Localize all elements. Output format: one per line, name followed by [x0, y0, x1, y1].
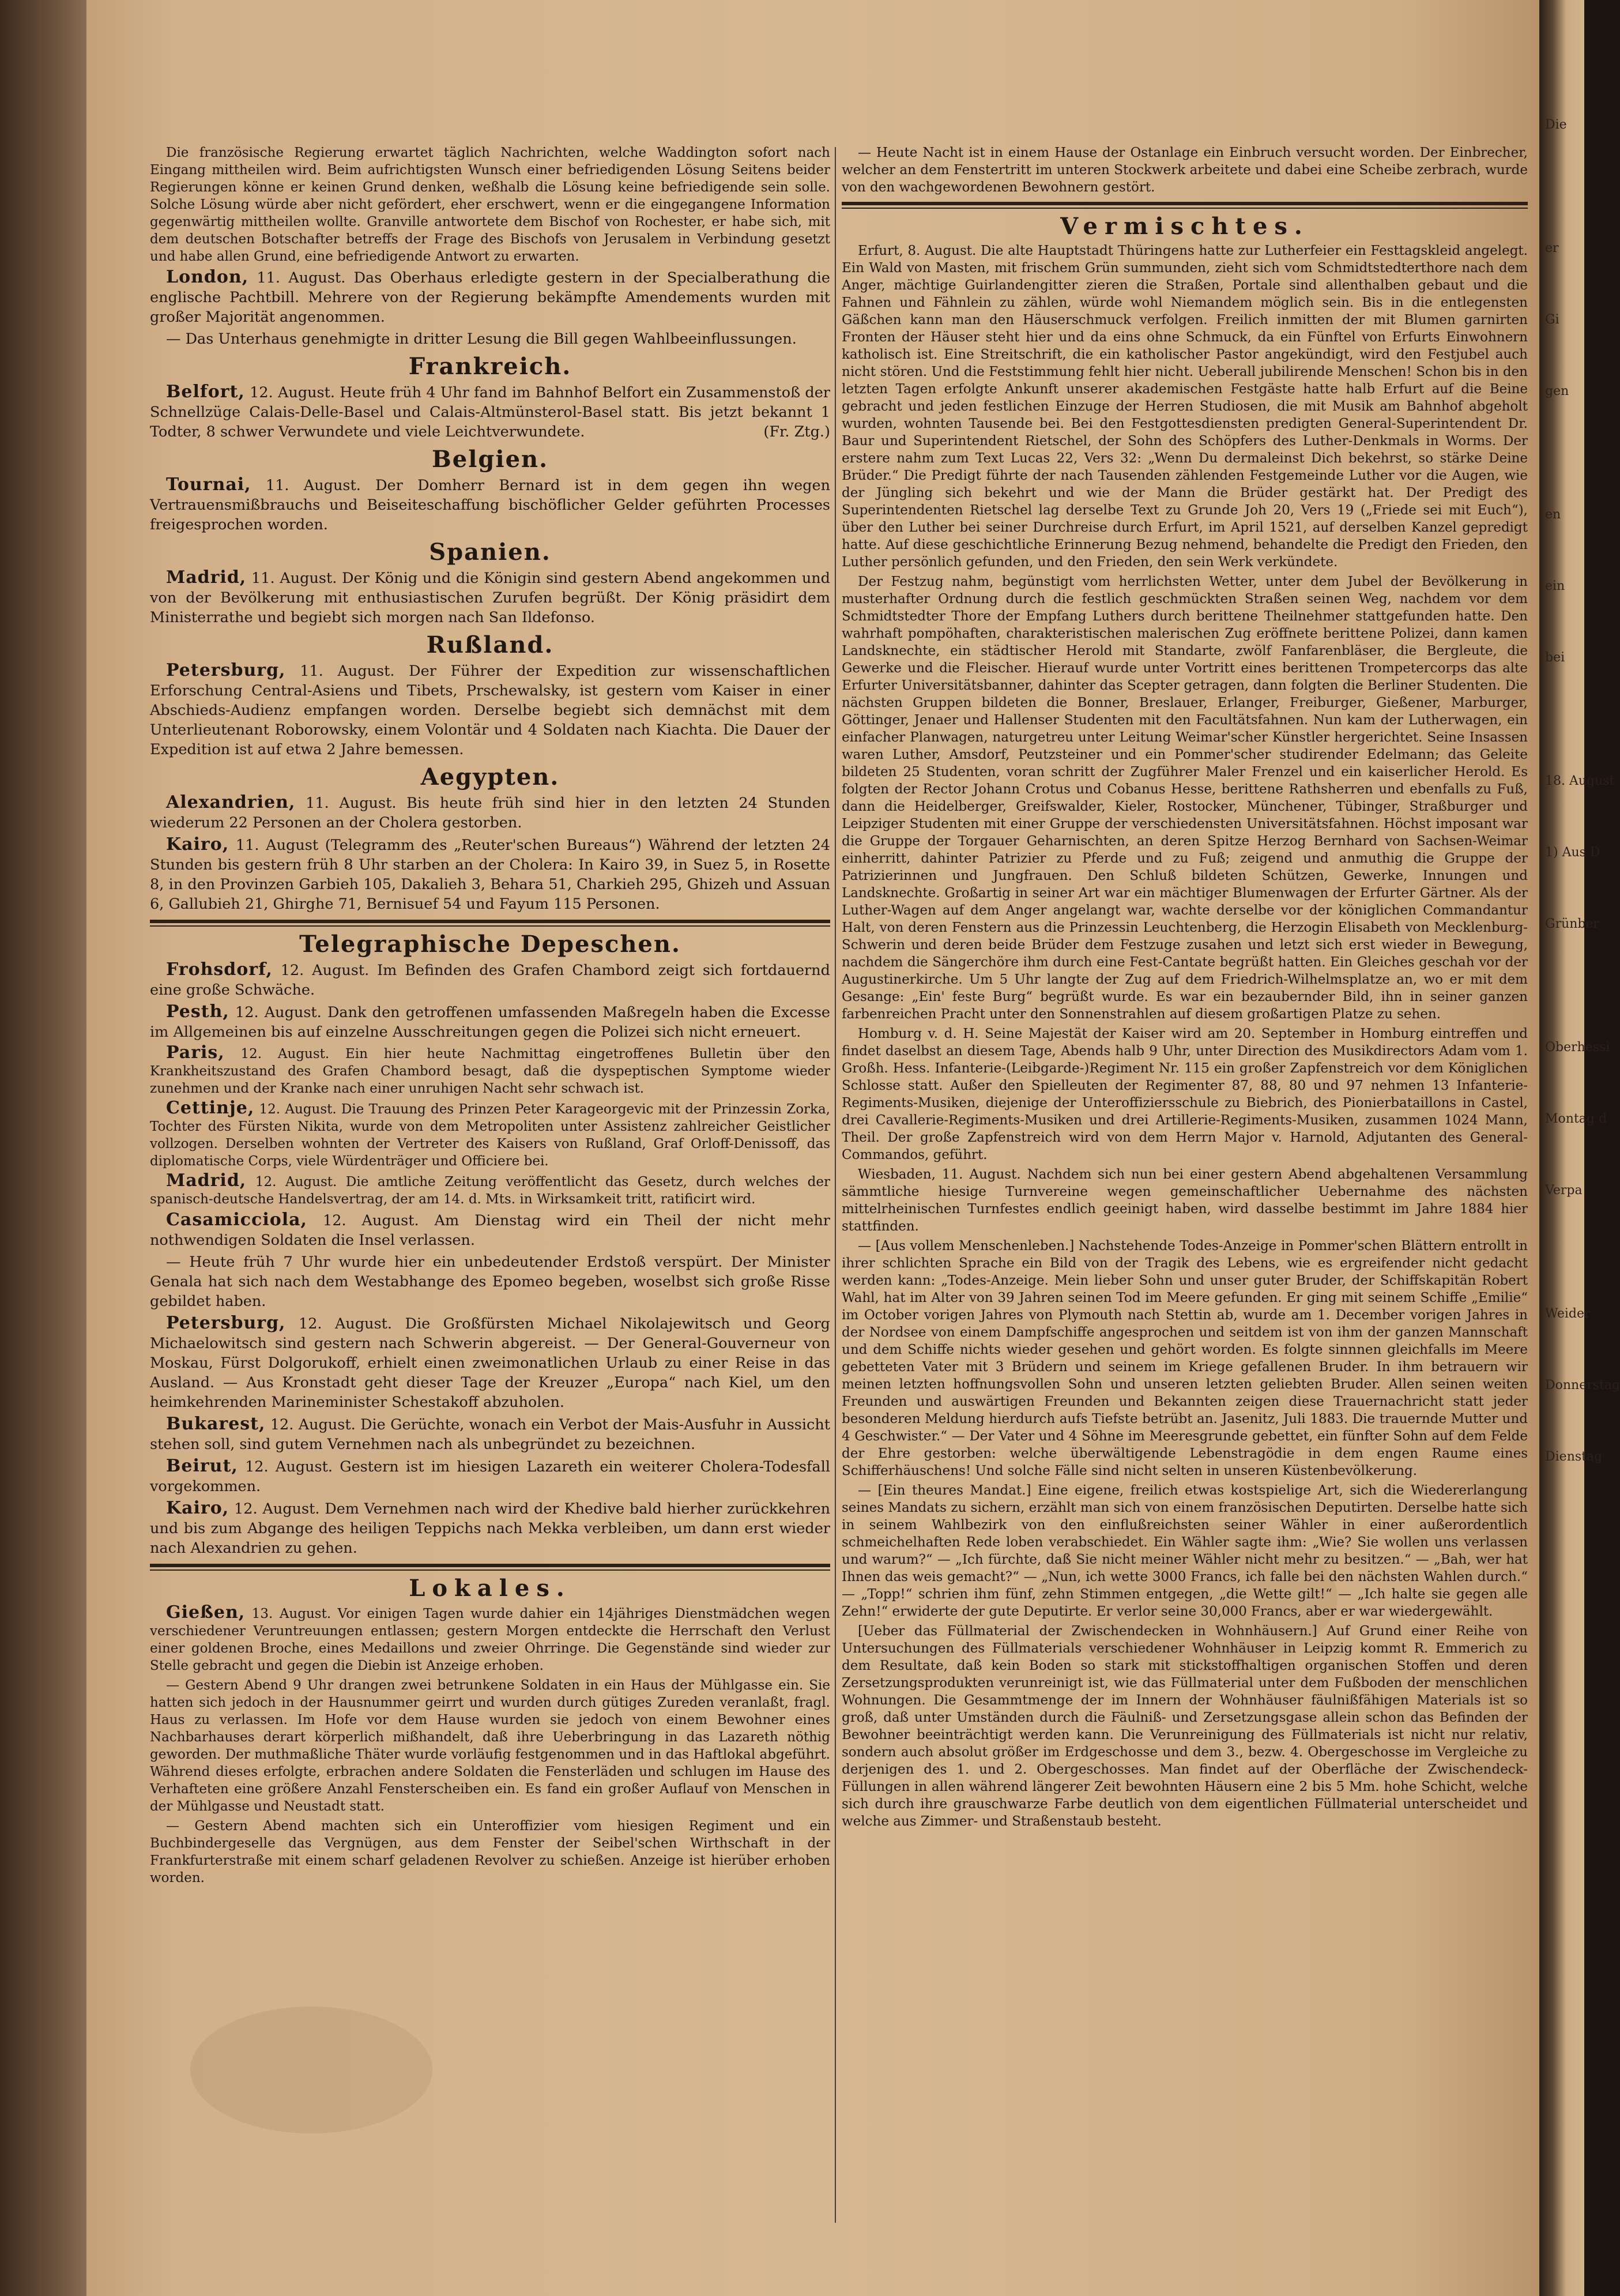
article-paragraph	[150, 1456, 830, 1496]
article-paragraph	[150, 475, 830, 535]
article-paragraph	[150, 1817, 830, 1887]
article-paragraph	[150, 661, 830, 759]
dateline: London,	[166, 267, 249, 287]
dateline: Bukarest,	[166, 1414, 266, 1434]
article-paragraph: Wiesbaden, 11. August. Nachdem sich nun bei einer gestern Abend abgehaltenen Versammlung sämmtliche hiesige Turnvereine wegen gemeinschaftlicher Uebernahme des nächsten mittelrheinischen Turnfestes endlich geeinigt haben, wird dasselbe bestimmt im Jahre 1884 hier stattfinden.	[842, 1167, 1528, 1234]
article-paragraph	[150, 1100, 830, 1170]
article-paragraph	[150, 1499, 830, 1558]
dateline: Pesth,	[166, 1002, 229, 1022]
article-text: 12. August. Gestern ist im hiesigen Lazareth ein weiterer Cholera-Todesfall vorgekommen.	[150, 1458, 831, 1495]
article-text: 12. August. Dank den getroffenen umfassenden Maßregeln haben die Excesse im Allgemeinen bis auf einzelne Ausschreitungen gegen die Polizei sich nicht erneuert.	[150, 1004, 830, 1041]
article-text: 12. August. Die Großfürsten Michael Nikolajewitsch und Georg Michaelowitsch sind gestern nach Schwerin abgereist. — Der General-Gouverneur von Moskau, Fürst Dolgorukoff, erhielt einen zweimonatlichen Urlaub zu einer Reise in das Ausland. — Aus Kronstadt geht dieser Tage der Kreuzer „Europa“ nach Kiel, um den heimkehrenden Marineminister Schestakoff abzuholen.	[150, 1315, 830, 1411]
article-text: 12. August. Am Dienstag wird ein Theil der nicht mehr nothwendigen Soldaten die Insel verlassen.	[150, 1212, 830, 1249]
dateline: Tournai,	[166, 475, 251, 495]
dateline: Madrid,	[166, 567, 247, 588]
adjacent-page-edge	[1545, 115, 1620, 2249]
article-paragraph	[150, 568, 830, 627]
section-rule	[842, 202, 1528, 205]
column-rule	[835, 147, 836, 2223]
article-text: 12. August. Im Befinden des Grafen Chambord zeigt sich fortdauernd eine große Schwäche.	[150, 962, 830, 999]
edge-fragment: Verpa	[1545, 1183, 1583, 1198]
article-text: 12. August. Dem Vernehmen nach wird der Khedive bald hierher zurückkehren und bis zum Abgange des heiligen Teppichs nach Mekka verbleiben, um dann erst wieder nach Alexandrien zu gehen.	[150, 1500, 831, 1557]
article-text: 11. August. Der Führer der Expedition zur wissenschaftlichen Erforschung Central-Asiens und Tibets, Prschewalsky, ist gestern vom Kaiser in einer Abschieds-Audienz empfangen worden. Derselbe begiebt sich demnächst mit dem Unterlieutenant Roborowsky, einem Volontär und 4 Soldaten nach Kiachta. Die Dauer der Expedition ist auf etwa 2 Jahre bemessen.	[150, 663, 830, 758]
section-rule	[842, 208, 1528, 209]
section-rule	[150, 1564, 830, 1567]
article-text: 12. August. Die Gerüchte, wonach ein Verbot der Mais-Ausfuhr in Aussicht stehen soll, sind gutem Vernehmen nach als unbegründet zu bezeichnen.	[150, 1416, 830, 1453]
section-heading: Spanien.	[429, 539, 551, 566]
edge-fragment: gen	[1545, 384, 1569, 398]
source-note: (Fr. Ztg.)	[763, 423, 830, 441]
article-paragraph	[150, 268, 830, 327]
dateline: Frohsdorf,	[166, 959, 273, 980]
edge-fragment: Dienstag	[1545, 1450, 1603, 1464]
edge-fragment: en	[1545, 507, 1561, 522]
section-rule	[150, 925, 830, 927]
article-paragraph	[150, 1677, 830, 1815]
article-text: 12. August. Die Trauung des Prinzen Peter Karageorgevic mit der Prinzessin Zorka, Tochter des Fürsten Nikita, wurde von dem Metropoliten unter Assistenz zahlreicher Geistlicher vollzogen. Derselben wohnten der Vertreter des Kaisers von Rußland, Graf Orloff-Denissoff, das diplomatische Corps, viele Würdenträger und Officiere bei.	[150, 1102, 830, 1169]
article-paragraph: — [Aus vollem Menschenleben.] Nachstehende Todes-Anzeige in Pommer'schen Blättern entrollt in ihrer schlichten Sprache ein Bild von der Tragik des Lebens, wie es ergreifender nicht gedacht werden kann: „Todes-Anzeige. Mein lieber Sohn und unser guter Bruder, der Schiffskapitän Robert Wahl, hat im Alter von 39 Jahren seinen Tod im Meere gefunden. Er ging mit seinem Schiffe „Emilie“ im October vorigen Jahres von Plymouth nach Stettin ab, wurde am 1. December vorigen Jahres in der Nordsee von einem Dampfschiffe angesprochen und seitdem ist von ihm der ganzen Mannschaft und dem Schiffe nichts wieder gesehen und gehört worden. Es folgte sinnnen gleichfalls im Meere gebetteten Vater mit 3 Brüdern und seinem im Kriege gefallenen Bruder. In ihm betrauern wir meinen letzten hoffnungsvollen Sohn und unseren letzten geliebten Bruder. Allen seinen weiten Freunden und auswärtigen Freunden und Bekannten zeigen diese Trauernachricht statt jeder besonderen Meldung hierdurch aufs Tiefste betrübt an. Jasenitz, Juli 1883. Die trauernde Mutter und 4 Geschwister.“ — Der Vater und 4 Söhne im Meeresgrunde gebettet, ein fünfter Sohn auf dem Felde der Ehre gestorben: welche überwältigende Lebenstragödie in dem engen Raume eines Schifferhäuschens! Und solche Fälle sind nicht selten in unseren Küstenbevölkerung.	[842, 1239, 1528, 1478]
book-binding-left	[0, 0, 86, 2296]
edge-fragment: Montag d	[1545, 1112, 1607, 1126]
article-paragraph	[150, 1414, 830, 1454]
article-text: 11. August. Der Domherr Bernard ist in dem gegen ihn wegen Vertrauensmißbrauchs und Beiseiteschaffung bischöflicher Gelder geführten Processes freigesprochen worden.	[150, 477, 830, 533]
article-paragraph	[150, 1172, 830, 1208]
article-text: 12. August. Die amtliche Zeitung veröffentlicht das Gesetz, durch welches der spanisch-deutsche Handelsvertrag, der am 14. d. Mts. in Wirksamkeit tritt, ratificirt wird.	[150, 1175, 831, 1207]
edge-fragment: Weider	[1545, 1307, 1591, 1321]
article-paragraph	[150, 329, 830, 349]
section-heading: Lokales.	[409, 1575, 571, 1602]
section-heading: Telegraphische Depeschen.	[299, 931, 681, 958]
paper-stain	[190, 2007, 432, 2133]
dateline: Madrid,	[166, 1170, 247, 1191]
section-heading: Belgien.	[431, 446, 549, 473]
dateline: Beirut,	[166, 1456, 238, 1476]
article-paragraph: Die französische Regierung erwartet täglich Nachrichten, welche Waddington sofort nach Eingang mittheilen wird. Beim aufrichtigsten Wunsch einer befriedigenden Lösung Seitens beider Regierungen könne er keinen Grund denken, weßhalb die Lösung keine befriedigende sein solle. Solche Lösung würde aber nicht gefördert, eher erschwert, wenn er die eingegangene Information gegenwärtig mittheilen wollte. Granville antwortete dem Bischof von Rochester, er habe sich, mit dem deutschen Botschafter betreffs der Frage des Bischofs von Jerusalem in Verbindung gesetzt und habe allen Grund, eine befriedigende Antwort zu erwarten.	[150, 145, 830, 264]
edge-fragment: Gi	[1545, 313, 1559, 327]
article-paragraph: Erfurt, 8. August. Die alte Hauptstadt Thüringens hatte zur Lutherfeier ein Festtagskleid angelegt. Ein Wald von Masten, mit frischem Grün summunden, zieht sich vom Schmidtstedterthore nach dem Anger, mächtige Guirlandengitter zieren die Straßen, Portale sind allenthalben gebaut und die Fahnen und Fähnlein zu zählen, würde wohl Niemandem möglich sein. Bis in die entlegensten Gäßchen kann man den Häuserschmuck verfolgen. Freilich inmitten der mit Blumen garnirten Fronten der Häuser steht hier und da eins ohne Schmuck, da ein Fünftel von Erfurts Einwohnern katholisch ist. Eine Streitschrift, die ein katholischer Pastor angekündigt, wird den Festjubel auch nicht stören. Und die Feststimmung fehlt hier nicht. Ueberall jubilirende Menschen! Schon bis in den letzten Tagen erfolgte Ankunft unserer akademischen Festgäste hatte halb Erfurt auf die Beine gebracht und jeden festlichen Einzuge der Herren Studiosen, die mit Musik am Bahnhof abgeholt wurden, wohnten Tausende bei. Bei den Festgottesdiensten predigten General-Superintendent Dr. Baur und Superintendent Rietschel, der Sohn des Schöpfers des Luther-Denkmals in Worms. Der erstere nahm zum Text Lucas 22, Vers 32: „Wenn Du dermaleinst Dich bekehrst, so stärke Deine Brüder.“ Die Predigt führte der nach Tausenden zählenden Festgemeinde Luther vor die Augen, wie der Jüngling sich bekehrt und wie der Mann die Brüder gestärkt hat. Der Predigt des Superintendenten Rietschel lag derselbe Text zu Grunde Joh 20, Vers 19 („Friede sei mit Euch“), über den Luther bei seiner Durchreise durch Erfurt, im April 1521, auf derselben Kanzel gepredigt hatte. Auf diese geschichtliche Erinnerung Bezug nehmend, behandelte die Predigt den Frieden, den Luther persönlich gefunden, und den Frieden, den sein Werk verkündete.	[842, 243, 1528, 570]
article-paragraph: [Ueber das Füllmaterial der Zwischendecken in Wohnhäusern.] Auf Grund einer Reihe von Untersuchungen des Füllmaterials verschiedener Wohnhäuser in Leipzig kommt R. Emmerich zu dem Resultate, daß kein Boden so stark mit stickstoffhaltigen organischen Stoffen und deren Zersetzungsprodukten verunreinigt ist, wie das Füllmaterial unter dem Fußboden der menschlichen Wohnungen. Die Gesammtmenge der im Innern der Wohnhäuser fäulnißfähigen Materials ist so groß, daß unter Umständen durch die Fäulniß- und Zersetzungsgase allein schon das Befinden der Bewohner beeinträchtigt werden kann. Die Verunreinigung des Füllmaterials ist nicht nur relativ, sondern auch absolut größer im Erdgeschosse und dem 3., bezw. 4. Obergeschosse im Vergleiche zu derjenigen des 1. und 2. Obergeschosses. Man findet auf der Oberfläche der Zwischendeck-Füllungen in allen während längerer Zeit bewohnten Häusern eine 2 bis 5 Mm. hohe Schicht, welche sich durch ihre grauschwarze Farbe deutlich von dem eigentlichen Füllmaterial unterscheidet und welche aus Zimmer- und Straßenstaub besteht.	[842, 1624, 1528, 1829]
article-paragraph	[150, 1044, 830, 1097]
dateline: Kairo,	[166, 1498, 229, 1518]
article-paragraph	[150, 1210, 830, 1250]
article-paragraph: Homburg v. d. H. Seine Majestät der Kaiser wird am 20. September in Homburg eintreffen und findet daselbst an diesem Tage, Abends halb 9 Uhr, unter Direction des Musikdirectors Adam vom 1. Großh. Hess. Infanterie-(Leibgarde-)Regiment Nr. 115 ein großer Zapfenstreich vor dem Königlichen Schlosse statt. Außer den Spielleuten der Regimenter 87, 88, 80 und 97 nehmen 13 Infanterie-Regiments-Musiken, diejenige der Unteroffiziersschule zu Biebrich, des Pionierbataillons in Castel, drei Cavallerie-Regiments-Musiken und drei Artillerie-Regiments-Musiken, zusammen 1024 Mann, Theil. Der große Zapfenstreich wird von dem Herrn Major v. Harnold, Adjutanten des General-Commandos, geführt.	[842, 1026, 1528, 1162]
article-text: 13. August. Vor einigen Tagen wurde dahier ein 14jähriges Dienstmädchen wegen verschiedener Veruntreuungen entlassen; gestern Morgen entdeckte die Herrschaft den Verlust einer goldenen Broche, eines Medaillons und zweier Ohrringe. Die Gegenstände sind wieder zur Stelle gebracht und gegen die Diebin ist Anzeige erhoben.	[150, 1606, 830, 1673]
edge-fragment: 18. August	[1545, 774, 1615, 788]
article-text: — Gestern Abend 9 Uhr drangen zwei betrunkene Soldaten in ein Haus der Mühlgasse ein. Sie hatten sich jedoch in der Hausnummer geirrt und wurden durch gütiges Zureden veranlaßt, fragl. Haus zu verlassen. Im Hofe vor dem Hause wurden sie jedoch von einem Bewohner eines Nachbarhauses derart körperlich mißhandelt, daß ihre Ueberbringung in das Lazareth nöthig geworden. Der muthmaßliche Thäter wurde vorläufig festgenommen und in das Haftlokal abgeführt. Während dieses erfolgte, erbrachen andere Soldaten die Fensterläden und schlugen im Hause des Verhafteten eine größere Anzahl Fensterscheiben ein. Es fand ein großer Auflauf von Menschen in der Mühlgasse und Neustadt statt.	[150, 1678, 830, 1814]
dateline: Petersburg,	[166, 660, 286, 680]
dateline: Casamicciola,	[166, 1210, 308, 1230]
edge-fragment: er	[1545, 241, 1559, 255]
edge-fragment: 1) Aus D	[1545, 845, 1600, 860]
dateline: Kairo,	[166, 834, 229, 855]
article-paragraph	[150, 1252, 830, 1311]
section-heading: Aegypten.	[420, 763, 560, 791]
right-column	[842, 144, 1528, 1832]
article-paragraph	[150, 1002, 830, 1042]
article-paragraph: Der Festzug nahm, begünstigt vom herrlichsten Wetter, unter dem Jubel der Bevölkerung in musterhafter Ordnung durch die festlich geschmückten Straßen seinen Weg, nachdem vor dem Schmidtstedter Thore der Empfang Luthers durch berittene Theilnehmer stattgefunden hatte. Den wahrhaft pompöhaften, charakteristischen malerischen Zug eröffnete berittene Polizei, dann kamen Landsknechte, ein städtischer Herold mit Standarte, zwölf Fanfarenbläser, die Bergleute, die Gewerke und die Fleischer. Hierauf wurde unter Vortritt eines berittenen Trompetercorps das alte Erfurter Universitätsbanner, dahinter das Scepter getragen, dann folgten die Berliner Studenten. Die nächsten Gruppen bildeten die Bonner, Breslauer, Erlanger, Freiburger, Gießener, Marburger, Göttinger, Jenaer und Hallenser Studenten mit den Facultätsfahnen. Nun kam der Lutherwagen, ein einfacher Planwagen, naturgetreu unter Leitung Weimar'scher Künstler hergerichtet. Seine Insassen waren Luther, Amsdorf, Peutzsteiner und ein Pommer'scher studirender Edelmann; das Geleite bildeten 25 Studenten, voran schritt der Zugführer Maler Frenzel und ein kaiserlicher Herold. Es folgten der Rector Johann Crotus und Cobanus Hesse, berittene Rathsherren und ebenfalls zu Fuß, dann die Heidelberger, Greifswalder, Kieler, Rostocker, Münchener, Tübinger, Straßburger und Leipziger Studenten mit einer Gruppe der verschiedensten Universitätsfahnen. Höchst imposant war die Gruppe der Torgauer Geharnischten, an deren Spitze Herzog Bernhard von Sachsen-Weimar einherritt, dahinter Patrizier zu Pferde und zu Fuß; zeigend und anmuthig die Gruppe der Patrizierinnen und Jungfrauen. Den Schluß bildeten Schützen, Gewerke, Innungen und Landsknechte. Großartig in seiner Art war ein mächtiger Blumenwagen der Erfurter Gärtner. Als der Luther-Wagen auf dem Anger angelangt war, wachte derselbe vor der königlichen Commandantur Halt, von deren Fenstern aus die Prinzessin Leuchtenberg, die Herzogin Elisabeth von Mecklenburg-Schwerin und deren beide Brüder dem Festzuge zusahen und letzt sich erst wieder in Bewegung, nachdem die Sängerchöre ihm durch eine Fest-Cantate begrüßt hatten. Ein Gleiches geschah vor der Augustinerkirche. Um 5 Uhr langte der Zug auf dem Friedrich-Wilhelmsplatze an, wo er mit dem Gesange: „Ein' feste Burg“ begrüßt wurde. Es war ein bezaubernder Bild, ihn in seiner ganzen farbenreichen Pracht unter den Sonnenstrahlen auf diesem großartigen Platze zu sehen.	[842, 574, 1528, 1022]
article-text: 11. August. Bis heute früh sind hier in den letzten 24 Stunden wiederum 22 Personen an der Cholera gestorben.	[150, 795, 831, 831]
dateline: Petersburg,	[166, 1313, 286, 1333]
section-rule	[150, 1569, 830, 1571]
article-paragraph: — [Ein theures Mandat.] Eine eigene, freilich etwas kostspielige Art, sich die Wiedererlangung seines Mandats zu sichern, erzählt man sich von einem französischen Deputirten. Derselbe hatte sich in seinem Wahlbezirk von den einflußreichsten seiner Wähler in einer außerordentlich schmeichelhaften Rede loben verabschiedet. Ein Wähler sagte ihm: „Wie? Sie wollen uns verlassen und warum?“ — „Ich fürchte, daß Sie nicht meiner Wähler nicht mehr zu besitzen.“ — „Bah, wer hat Ihnen das weis gemacht?“ — „Nun, ich wette 3000 Francs, ich falle bei den nächsten Wahlen durch.“ — „Topp!“ schrien ihm fünf, zehn Stimmen entgegen, „die Wette gilt!“ — „Ich halte sie gegen alle Zehn!“ erwiderte der gute Deputirte. Er verlor seine 30,000 Francs, aber er war wiedergewählt.	[842, 1483, 1528, 1619]
article-text: 12. August. Heute früh 4 Uhr fand im Bahnhof Belfort ein Zusammenstoß der Schnellzüge Calais-Delle-Basel und Calais-Altmünsterol-Basel statt. Bis jetzt bekannt 1 Todter, 8 schwer Verwundete und viele Leichtverwundete.	[150, 384, 830, 441]
article-paragraph	[150, 1604, 830, 1674]
article-paragraph	[150, 960, 830, 1000]
section-heading: Frankreich.	[408, 353, 572, 380]
edge-fragment: Oberhessi	[1545, 1040, 1610, 1055]
edge-fragment: Die	[1545, 118, 1567, 132]
article-text: 11. August (Telegramm des „Reuter'schen Bureaus“) Während der letzten 24 Stunden bis gestern früh 8 Uhr starben an der Cholera: In Kairo 39, in Suez 5, in Rosette 8, in den Provinzen Garbieh 105, Dakalieh 3, Behara 51, Charkieh 295, Ghizeh und Assuan 6, Gallubieh 21, Ghirghe 71, Bernisuef 54 und Fayum 115 Personen.	[150, 837, 830, 913]
article-text: — Gestern Abend machten sich ein Unteroffizier vom hiesigen Regiment und ein Buchbindergeselle das Vergnügen, aus dem Fenster der Seibel'schen Wirthschaft in der Frankfurterstraße mit einem scharf geladenen Revolver zu schießen. Anzeige ist hierüber erhoben worden.	[150, 1819, 830, 1885]
left-column	[150, 144, 830, 1889]
edge-fragment: ein	[1545, 579, 1565, 593]
section-heading: Vermischtes.	[1060, 213, 1309, 240]
dateline: Cettinje,	[166, 1098, 255, 1118]
section-rule	[150, 920, 830, 923]
dateline: Belfort,	[166, 382, 245, 402]
edge-fragment: Donnerstag	[1545, 1378, 1620, 1392]
dateline: Gießen,	[166, 1602, 246, 1623]
article-text: — Das Unterhaus genehmigte in dritter Lesung die Bill gegen Wahlbeeinflussungen.	[166, 330, 797, 348]
article-text: — Heute früh 7 Uhr wurde hier ein unbedeutender Erdstoß verspürt. Der Minister Genala hat sich nach dem Westabhange des Epomeo begeben, woselbst sich große Risse gebildet haben.	[150, 1254, 830, 1310]
dateline: Paris,	[166, 1042, 225, 1063]
article-paragraph	[150, 835, 830, 914]
article-text: 11. August. Das Oberhaus erledigte gestern in der Specialberathung die englische Pachtbill. Mehrere von der Regierung bekämpfte Amendements wurden mit großer Majorität angenommen.	[150, 269, 831, 326]
edge-fragment: Grünber	[1545, 917, 1600, 931]
dateline: Alexandrien,	[166, 792, 296, 812]
article-paragraph	[150, 1313, 830, 1412]
article-paragraph	[150, 793, 830, 833]
article-paragraph: — Heute Nacht ist in einem Hause der Ostanlage ein Einbruch versucht worden. Der Einbrecher, welcher an dem Fenstertritt im unteren Stockwerk arbeitete und dabei eine Scheibe zerbrach, wurde von den wachgewordenen Bewohnern gestört.	[842, 145, 1528, 195]
article-paragraph	[150, 382, 830, 442]
article-text: 11. August. Der König und die Königin sind gestern Abend angekommen und von der Bevölkerung mit enthusiastischen Zurufen begrüßt. Der König präsidirt dem Ministerrathe und begiebt sich morgen nach San Ildefonso.	[150, 570, 830, 626]
edge-fragment: bei	[1545, 650, 1565, 665]
article-text: 12. August. Ein hier heute Nachmittag eingetroffenes Bulletin über den Krankheitszustand des Grafen Chambord besagt, daß die dyspeptischen Symptome wieder zunehmen und der Kranke nach einer unruhigen Nacht sehr schwach ist.	[150, 1047, 830, 1096]
section-heading: Rußland.	[426, 631, 554, 658]
